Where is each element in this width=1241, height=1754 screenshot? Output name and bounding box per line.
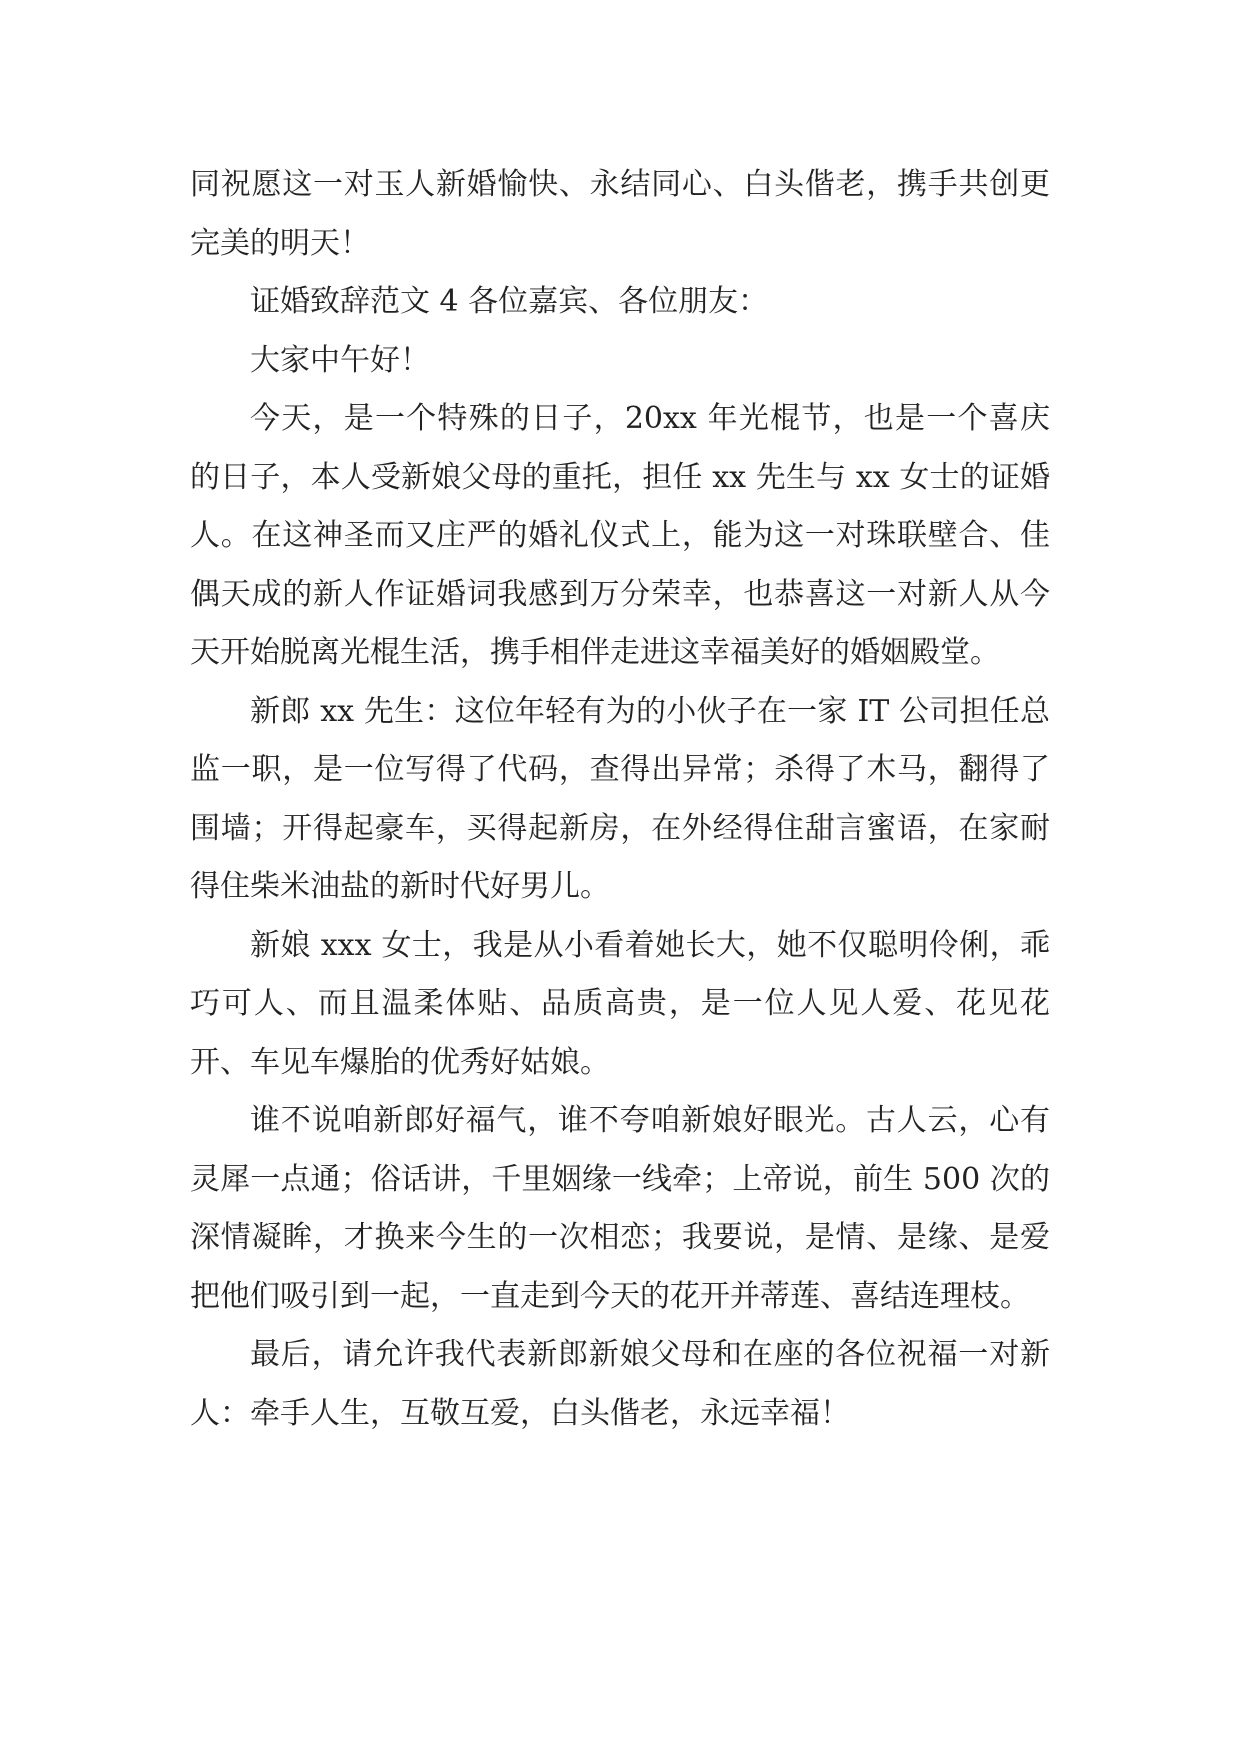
paragraph-salutation: 大家中午好！	[250, 342, 430, 378]
paragraph-introduction: 今天，是一个特殊的日子，20xx 年光棍节，也是一个喜庆的日子，本人受新娘父母的重托，担任 xx 先生与 xx 女士的证婚人。在这神圣而又庄严的婚礼仪式上，能为这一对珠联壁合、佳偶天成的新人作证婚词我感到万分荣幸，也恭喜这一对新人从今天开始脱离光棍生活，携手相伴走进这幸福美好的婚姻殿堂。	[190, 401, 1050, 670]
paragraph-groom: 新郎 xx 先生：这位年轻有为的小伙子在一家 IT 公司担任总监一职，是一位写得了代码，查得出异常；杀得了木马，翻得了围墙；开得起豪车，买得起新房，在外经得住甜言蜜语，在家耐得住柴米油盐的新时代好男儿。	[190, 693, 1050, 904]
paragraph-continuation: 同祝愿这一对玉人新婚愉快、永结同心、白头偕老，携手共创更完美的明天！	[190, 167, 1050, 261]
paragraph-fate: 谁不说咱新郎好福气，谁不夸咱新娘好眼光。古人云，心有灵犀一点通；俗话讲，千里姻缘一线牵；上帝说，前生 500 次的深情凝眸，才换来今生的一次相恋；我要说，是情、是缘、是爱把他们吸引到一起，一直走到今天的花开并蒂莲、喜结连理枝。	[190, 1103, 1050, 1314]
paragraph-bride: 新娘 xxx 女士，我是从小看着她长大，她不仅聪明伶俐，乖巧可人、而且温柔体贴、品质高贵，是一位人见人爱、花见花开、车见车爆胎的优秀好姑娘。	[190, 927, 1050, 1080]
paragraph-closing-blessing: 最后，请允许我代表新郎新娘父母和在座的各位祝福一对新人：牵手人生，互敬互爱，白头偕老，永远幸福！	[190, 1337, 1050, 1431]
paragraph-heading-greeting: 证婚致辞范文 4 各位嘉宾、各位朋友：	[250, 284, 769, 319]
document-body	[190, 156, 1050, 1443]
